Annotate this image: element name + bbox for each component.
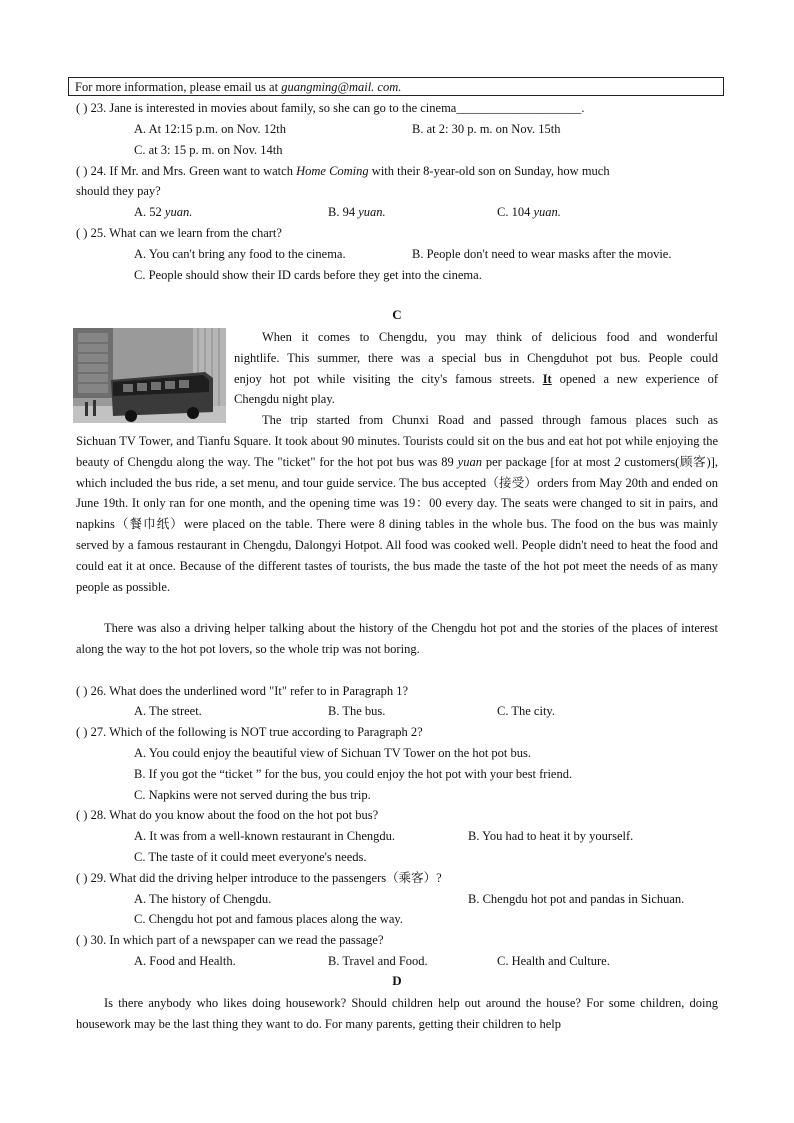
q24-option-a: A. 52 yuan. bbox=[134, 205, 193, 219]
passage-c-paragraph-2: Sichuan TV Tower, and Tianfu Square. It took about 90 minutes. Tourists could sit on the bus and eat hot pot while enjoying the beauty of Chengdu along the way. The "ticket" for the hot pot bus was 89 yuan per package [for at most 2 customers(顾客)], which included the bus ride, a set menu, and tour guide service. The bus accepted（接受）orders from May 20th and ended on June 19th. It only ran for one month, and the opening time was 19：00 every day. The seats were changed to sit in pairs, and napkins（餐巾纸）were placed on the table. There were 8 dining tables in the whole bus. The food on the bus was mainly served by a famous restaurant in Chengdu, Dalongyi Hotpot. All food was cooked well. People didn't need to heat the food and could eat it at once. Because of the different tastes of tourists, the bus made the taste of the hot pot meet the needs of as many people as possible. bbox=[76, 434, 719, 594]
p1-line-1: When it comes to Chengdu, you may think of delicious food and wonderful bbox=[262, 330, 718, 344]
q25-option-b: B. People don't need to wear masks after the movie. bbox=[412, 247, 672, 261]
q29-option-b: B. Chengdu hot pot and pandas in Sichuan. bbox=[468, 892, 685, 906]
question-23: ( ) 23. Jane is interested in movies about family, so she can go to the cinema____________________. bbox=[76, 101, 585, 115]
underlined-it: It bbox=[542, 371, 552, 386]
q26-option-b: B. The bus. bbox=[328, 704, 386, 718]
q28-option-b: B. You had to heat it by yourself. bbox=[468, 829, 634, 843]
question-30: ( ) 30. In which part of a newspaper can we read the passage? bbox=[76, 933, 384, 947]
q23-option-c: C. at 3: 15 p. m. on Nov. 14th bbox=[134, 143, 283, 157]
passage-c-paragraph-3: There was also a driving helper talking about the history of the Chengdu hot pot and the stories of the places of interest along the way to the hot pot lovers, so the whole trip was not boring. bbox=[76, 621, 718, 656]
q27-option-b: B. If you got the “ticket ” for the bus, you could enjoy the hot pot with your best friend. bbox=[134, 767, 573, 781]
question-28: ( ) 28. What do you know about the food on the hot pot bus? bbox=[76, 808, 379, 822]
q24-stem-start: ( ) 24. If Mr. and Mrs. Green want to watch bbox=[76, 164, 297, 178]
p1-line-3: enjoy hot pot while visiting the city's famous streets. It opened a new experience of bbox=[234, 371, 719, 386]
q29-option-c: C. Chengdu hot pot and famous places along the way. bbox=[134, 912, 403, 926]
q29-option-a: A. The history of Chengdu. bbox=[134, 892, 272, 906]
q25-option-a: A. You can't bring any food to the cinema. bbox=[134, 247, 346, 261]
q23-option-a: A. At 12:15 p.m. on Nov. 12th bbox=[134, 122, 286, 136]
q28-option-a: A. It was from a well-known restaurant in Chengdu. bbox=[134, 829, 396, 843]
question-29: ( ) 29. What did the driving helper introduce to the passengers（乘客）? bbox=[76, 871, 442, 885]
q23-option-b: B. at 2: 30 p. m. on Nov. 15th bbox=[412, 122, 561, 136]
p1-line-2: nightlife. This summer, there was a special bus in Chengduhot pot bus. People could bbox=[234, 350, 718, 365]
q27-option-a: A. You could enjoy the beautiful view of Sichuan TV Tower on the hot pot bus. bbox=[134, 746, 532, 760]
passage-c-paragraph-1 bbox=[234, 327, 718, 410]
q24-movie-title: Home Coming bbox=[296, 164, 369, 178]
question-25: ( ) 25. What can we learn from the chart? bbox=[76, 226, 282, 240]
q24-stem-end: with their 8-year-old son on Sunday, how much bbox=[368, 164, 610, 178]
q24-option-b: B. 94 yuan. bbox=[328, 205, 386, 219]
q30-option-c: C. Health and Culture. bbox=[497, 954, 610, 968]
contact-text: For more information, please email us at bbox=[75, 80, 282, 94]
passage-c-paragraph-2-line1: The trip started from Chunxi Road and passed through famous places such as bbox=[262, 413, 718, 427]
q27-option-c: C. Napkins were not served during the bus trip. bbox=[134, 788, 371, 802]
q26-option-c: C. The city. bbox=[497, 704, 555, 718]
q30-option-a: A. Food and Health. bbox=[134, 954, 236, 968]
question-27: ( ) 27. Which of the following is NOT true according to Paragraph 2? bbox=[76, 725, 423, 739]
p1-line-4: Chengdu night play. bbox=[234, 392, 335, 407]
q24-option-c: C. 104 yuan. bbox=[497, 205, 561, 219]
hot-pot-bus-photo bbox=[73, 328, 226, 423]
section-c-heading: C bbox=[392, 307, 402, 322]
passage-d-paragraph-1: Is there anybody who likes doing housework? Should children help out around the house? For some children, doing housework may be the last thing they want to do. For many parents, getting their children to help bbox=[76, 996, 718, 1031]
question-26: ( ) 26. What does the underlined word "It" refer to in Paragraph 1? bbox=[76, 684, 409, 698]
contact-email: guangming@mail. com. bbox=[281, 80, 402, 94]
question-24 bbox=[76, 161, 610, 181]
section-d-heading: D bbox=[392, 973, 402, 988]
q26-option-a: A. The street. bbox=[134, 704, 202, 718]
q28-option-c: C. The taste of it could meet everyone's needs. bbox=[134, 850, 367, 864]
q30-option-b: B. Travel and Food. bbox=[328, 954, 428, 968]
question-24-line2: should they pay? bbox=[76, 184, 161, 198]
q25-option-c: C. People should show their ID cards before they get into the cinema. bbox=[134, 268, 482, 282]
contact-info-box bbox=[68, 77, 724, 96]
